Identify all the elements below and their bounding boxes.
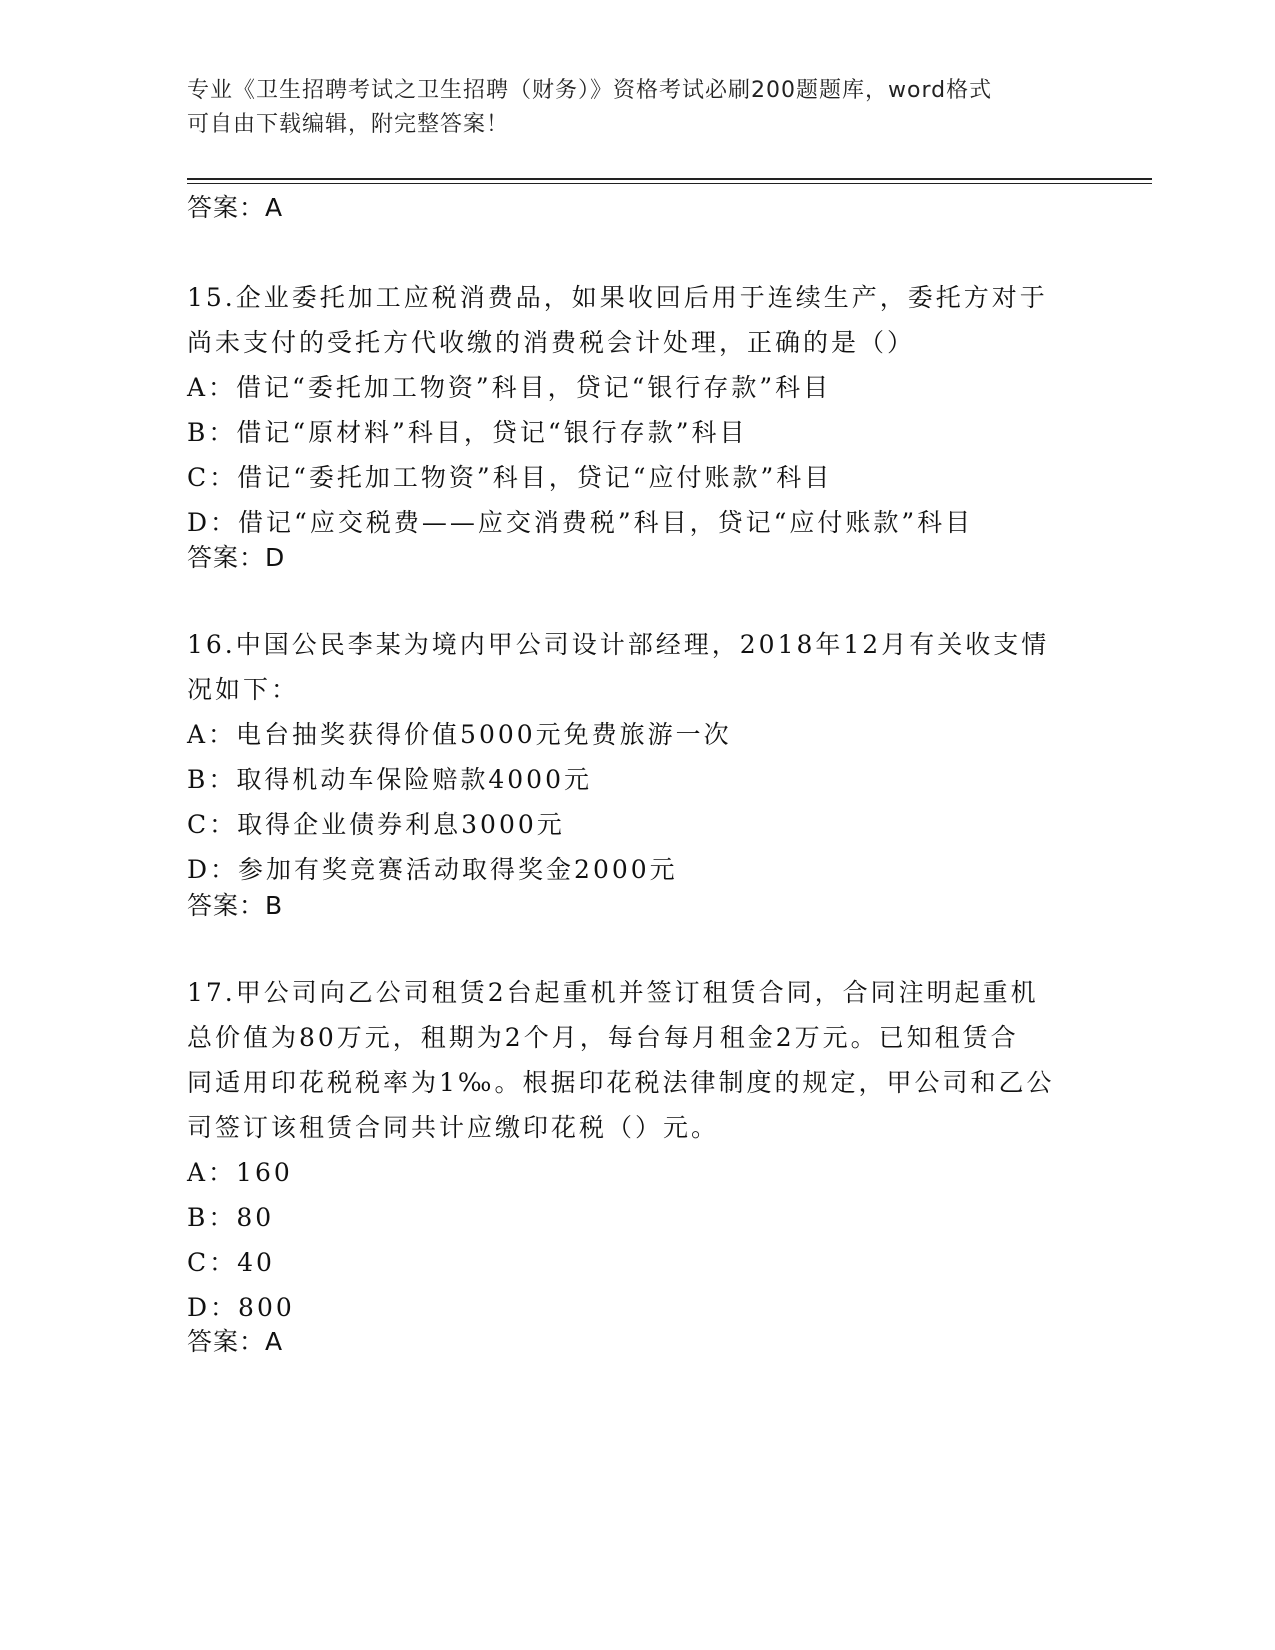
- header-line-1: 专业《卫生招聘考试之卫生招聘（财务）》资格考试必刷200题题库，word格式: [187, 78, 993, 103]
- answer-line: 答案：A: [187, 193, 284, 222]
- question-stem-line: 司签订该租赁合同共计应缴印花税（）元。: [187, 1113, 720, 1142]
- option-b: B：借记“原材料”科目，贷记“银行存款”科目: [187, 418, 748, 447]
- option-d: D：800: [187, 1293, 295, 1322]
- answer-line: 答案：A: [187, 1327, 284, 1356]
- answer-line: 答案：B: [187, 891, 284, 920]
- option-a: A：电台抽奖获得价值5000元免费旅游一次: [187, 720, 732, 749]
- option-d: D：参加有奖竞赛活动取得奖金2000元: [187, 855, 678, 884]
- question-stem-line: 同适用印花税税率为1‰。根据印花税法律制度的规定，甲公司和乙公: [187, 1068, 1055, 1097]
- option-a: A：160: [187, 1158, 293, 1187]
- option-d: D：借记“应交税费——应交消费税”科目，贷记“应付账款”科目: [187, 508, 974, 537]
- document-header: [187, 74, 1087, 142]
- question-stem-line: 17.甲公司向乙公司租赁2台起重机并签订租赁合同，合同注明起重机: [187, 978, 1039, 1007]
- header-divider-thin: [187, 183, 1152, 184]
- option-a: A：借记“委托加工物资”科目，贷记“银行存款”科目: [187, 373, 832, 402]
- option-c: C：借记“委托加工物资”科目，贷记“应付账款”科目: [187, 463, 833, 492]
- question-15: [187, 275, 1087, 545]
- header-line-2: 可自由下载编辑，附完整答案！: [187, 112, 510, 137]
- question-stem-line: 况如下：: [187, 675, 300, 704]
- answer-line: 答案：D: [187, 543, 286, 572]
- option-c: C：取得企业债券利息3000元: [187, 810, 565, 839]
- question-stem-line: 16.中国公民李某为境内甲公司设计部经理，2018年12月有关收支情: [187, 630, 1050, 659]
- question-stem-line: 总价值为80万元，租期为2个月，每台每月租金2万元。已知租赁合: [187, 1023, 1019, 1052]
- header-divider-thick: [187, 178, 1152, 180]
- question-16: [187, 622, 1087, 892]
- question-stem-line: 尚未支付的受托方代收缴的消费税会计处理，正确的是（）: [187, 328, 916, 357]
- option-b: B：取得机动车保险赔款4000元: [187, 765, 592, 794]
- option-b: B：80: [187, 1203, 275, 1232]
- option-c: C：40: [187, 1248, 275, 1277]
- question-17: [187, 970, 1087, 1330]
- question-stem-line: 15.企业委托加工应税消费品，如果收回后用于连续生产，委托方对于: [187, 283, 1048, 312]
